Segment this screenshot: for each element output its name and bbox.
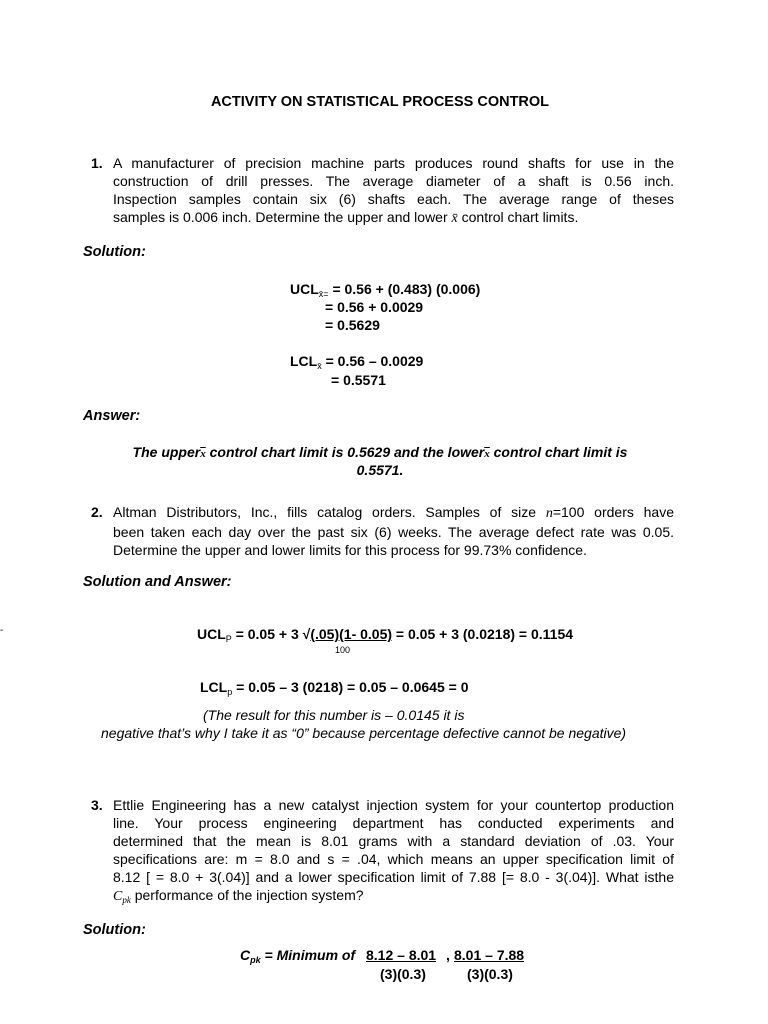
frac2-denominator: (3)(0.3) xyxy=(467,966,513,982)
q1-answer-line-2: 0.5571. xyxy=(356,462,404,478)
xbar-symbol: $\overline{x}$ xyxy=(200,448,206,460)
lcl-label: LCL xyxy=(200,679,228,695)
n-symbol: n xyxy=(545,506,553,521)
q1-line: construction of drill presses. The average diameter of a shaft is 0.56 inch. xyxy=(113,173,674,189)
ucl-label: UCL xyxy=(197,626,226,642)
q1-ucl-eq-line-2: = 0.56 + 0.0029 xyxy=(325,299,424,315)
question-1-number: 1. xyxy=(91,155,103,171)
q2-line: been taken each day over the past six (6) weeks. The average defect rate was 0.05. xyxy=(113,524,674,540)
cpk-label: C xyxy=(240,947,251,963)
q1-ucl-eq-line-3: = 0.5629 xyxy=(325,317,380,333)
ucl-formula-start: = 0.05 + 3 √ xyxy=(235,626,311,642)
q1-line-last xyxy=(113,208,674,228)
q2-solution-answer-label: Solution and Answer: xyxy=(83,574,232,590)
q1-ucl-equation xyxy=(290,281,480,299)
q1-line: A manufacturer of precision machine parts produces round shafts for use in the xyxy=(113,155,674,171)
q2-lcl-equation xyxy=(200,679,468,697)
xbar-symbol: x̄ xyxy=(451,211,458,226)
lcl-formula: = 0.05 – 3 (0218) = 0.05 – 0.0645 = 0 xyxy=(236,679,469,695)
q2-line xyxy=(113,503,674,523)
ucl-eq-line-1: = 0.56 + (0.483) (0.006) xyxy=(332,281,481,297)
q1-line: Inspection samples contain six (6) shafts each. The average range of theses xyxy=(113,191,674,207)
q3-line: Ettlie Engineering has a new catalyst injection system for your countertop production xyxy=(113,797,674,813)
q2-note-line-2: negative that’s why I take it as “0” because percentage defective cannot be negative) xyxy=(101,725,627,741)
q3-line-last xyxy=(113,886,674,909)
q3-line: line. Your process engineering department has conducted experiments and xyxy=(113,815,674,831)
frac1-numerator: 8.12 – 8.01 xyxy=(366,947,437,963)
q1-solution-label: Solution: xyxy=(83,244,146,260)
q2-line-1-after: =100 orders have xyxy=(552,504,675,520)
q3-line-last-after: performance of the injection system? xyxy=(134,887,364,903)
page-title: ACTIVITY ON STATISTICAL PROCESS CONTROL xyxy=(210,94,550,110)
ucl-subscript: P xyxy=(225,634,232,644)
q1-lcl-equation xyxy=(290,353,423,371)
q2-line: Determine the upper and lower limits for this process for 99.73% confidence. xyxy=(113,542,587,558)
question-1-text xyxy=(113,154,674,228)
answer-text-part: control chart limit is xyxy=(493,444,628,460)
q1-lcl-eq-line-2: = 0.5571 xyxy=(331,372,386,388)
lcl-subscript: p xyxy=(227,687,233,697)
cpk-label-subscript: pk xyxy=(250,955,261,965)
cpk-intro: = Minimum of xyxy=(264,947,356,963)
q2-line-1-before: Altman Distributors, Inc., fills catalog orders. Samples of size xyxy=(113,504,537,520)
fraction-comma: , xyxy=(446,947,450,963)
q3-line: determined that the mean is 8.01 grams with a standard deviation of .03. Your xyxy=(113,833,674,849)
ucl-formula-rest: = 0.05 + 3 (0.0218) = 0.1154 xyxy=(395,626,574,642)
xbar-symbol: $\overline{x}$ xyxy=(484,448,490,460)
q2-note-line-1: (The result for this number is – 0.0145 it is xyxy=(203,707,465,723)
answer-text-part: The upper xyxy=(132,444,201,460)
ucl-label: UCL xyxy=(290,281,319,297)
lcl-subscript: x̄ xyxy=(317,361,322,371)
ucl-numerator: (.05)(1- 0.05) xyxy=(310,626,393,642)
margin-mark: - xyxy=(0,625,4,636)
question-2-number: 2. xyxy=(91,504,103,520)
q3-line: 8.12 [ = 8.0 + 3(.04)] and a lower specification limit of 7.88 [= 8.0 - 3(.04)]. What isthe xyxy=(113,869,674,885)
question-3-number: 3. xyxy=(91,797,103,813)
question-3-text xyxy=(113,796,674,909)
frac2-numerator: 8.01 – 7.88 xyxy=(454,947,525,963)
ucl-subscript: x̄= xyxy=(318,289,329,299)
answer-text-part: control chart limit is 0.5629 and the lower xyxy=(209,444,485,460)
lcl-eq-line-1: = 0.56 – 0.0029 xyxy=(325,353,424,369)
cpk-symbol: C xyxy=(113,889,123,904)
ucl-denominator: 100 xyxy=(335,645,351,655)
q1-answer-line-1 xyxy=(0,444,760,460)
question-2-text xyxy=(113,503,674,559)
frac1-denominator: (3)(0.3) xyxy=(380,966,426,982)
cpk-subscript: pk xyxy=(122,895,131,905)
q1-line-last-after: control chart limits. xyxy=(461,209,579,225)
q1-answer-label: Answer: xyxy=(83,408,141,424)
q3-line: specifications are: m = 8.0 and s = .04, which means an upper specification limit of xyxy=(113,851,674,867)
lcl-label: LCL xyxy=(290,353,318,369)
q3-solution-label: Solution: xyxy=(83,922,146,938)
q1-line-last-before: samples is 0.006 inch. Determine the upper and lower xyxy=(113,209,448,225)
q2-ucl-equation xyxy=(197,626,573,644)
q3-cpk-equation xyxy=(240,947,355,965)
